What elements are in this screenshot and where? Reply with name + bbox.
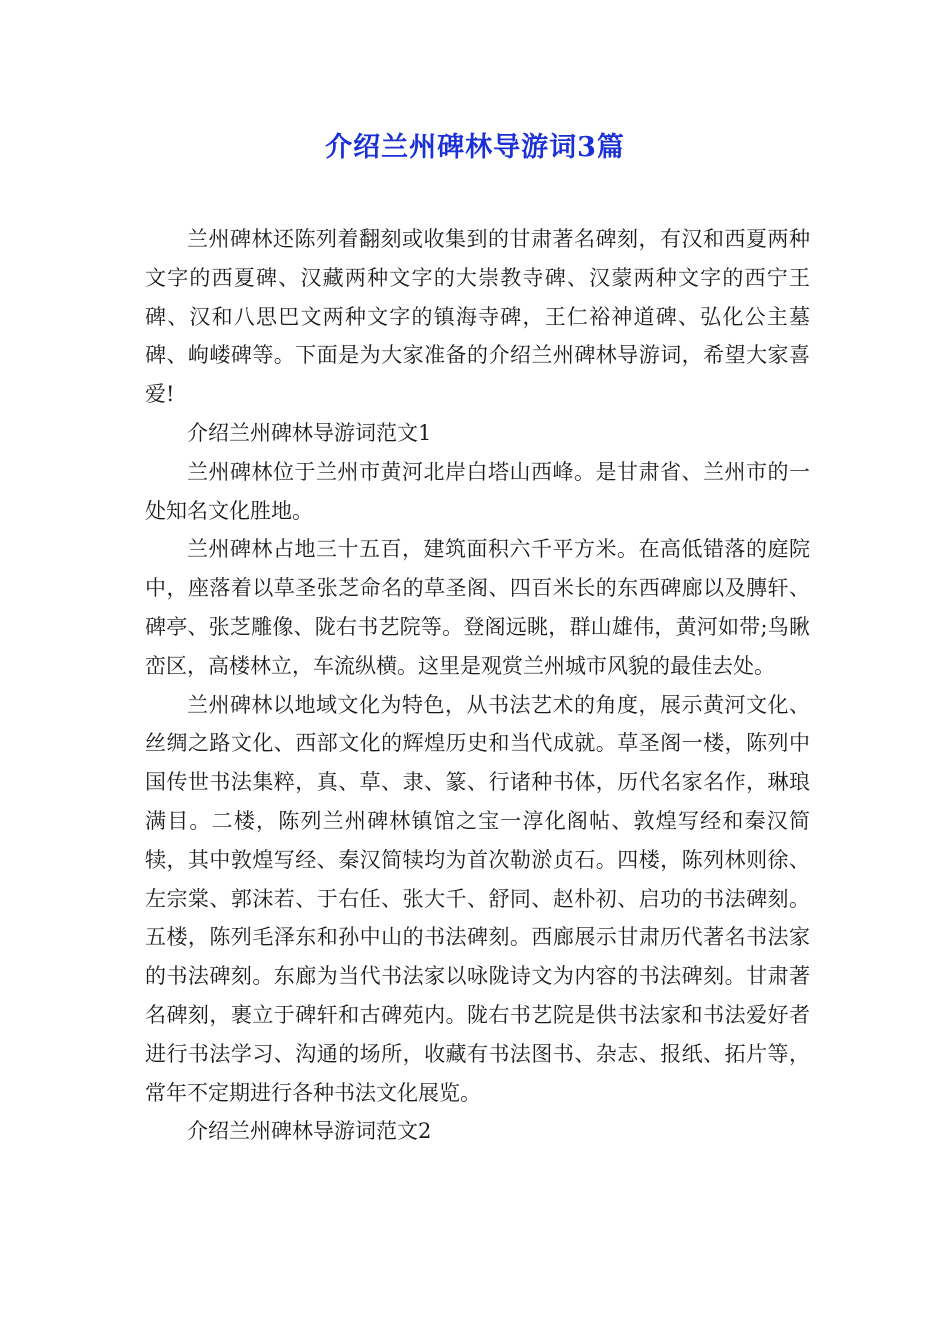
paragraph-location: 兰州碑林位于兰州市黄河北岸白塔山西峰。是甘肃省、兰州市的一处知名文化胜地。 [145,459,810,523]
section-heading-2: 介绍兰州碑林导游词范文2 [187,1119,432,1144]
section-heading-1: 介绍兰州碑林导游词范文1 [187,420,432,445]
paragraph-intro: 兰州碑林还陈列着翻刻或收集到的甘肃著名碑刻，有汉和西夏两种文字的西夏碑、汉藏两种文字的大崇教寺碑、汉蒙两种文字的西宁王碑、汉和八思巴文两种文字的镇海寺碑，王仁裕神道碑、弘化公主墓碑、岣嵝碑等。下面是为大家准备的介绍兰州碑林导游词，希望大家喜爱! [145,227,810,407]
paragraph-area: 兰州碑林占地三十五百，建筑面积六千平方米。在高低错落的庭院中，座落着以草圣张芝命名的草圣阁、四百米长的东西碑廊以及膞轩、碑亭、张芝雕像、陇右书艺院等。登阁远眺，群山雄伟，黄河如带;鸟瞅峦区，高楼林立，车流纵横。这里是观赏兰州城市风貌的最佳去处。 [145,537,810,678]
paragraph-culture: 兰州碑林以地域文化为特色，从书法艺术的角度，展示黄河文化、丝绸之路文化、西部文化的辉煌历史和当代成就。草圣阁一楼，陈列中国传世书法集粹，真、草、隶、篆、行诸种书体，历代名家名作，琳琅满目。二楼，陈列兰州碑林镇馆之宝一淳化阁帖、敦煌写经和秦汉简犊，其中敦煌写经、秦汉简犊均为首次勒淤贞石。四楼，陈列林则徐、左宗棠、郭沫若、于右任、张大千、舒同、赵朴初、启功的书法碑刻。五楼，陈列毛泽东和孙中山的书法碑刻。西廊展示甘肃历代著名书法家的书法碑刻。东廊为当代书法家以咏陇诗文为内容的书法碑刻。甘肃著名碑刻，裹立于碑轩和古碑苑内。陇右书艺院是供书法家和书法爱好者进行书法学习、沟通的场所，收藏有书法图书、杂志、报纸、拓片等，常年不定期进行各种书法文化展览。 [145,692,810,1105]
document-body [145,220,810,1151]
document-title: 介绍兰州碑林导游词3篇 [325,132,625,163]
